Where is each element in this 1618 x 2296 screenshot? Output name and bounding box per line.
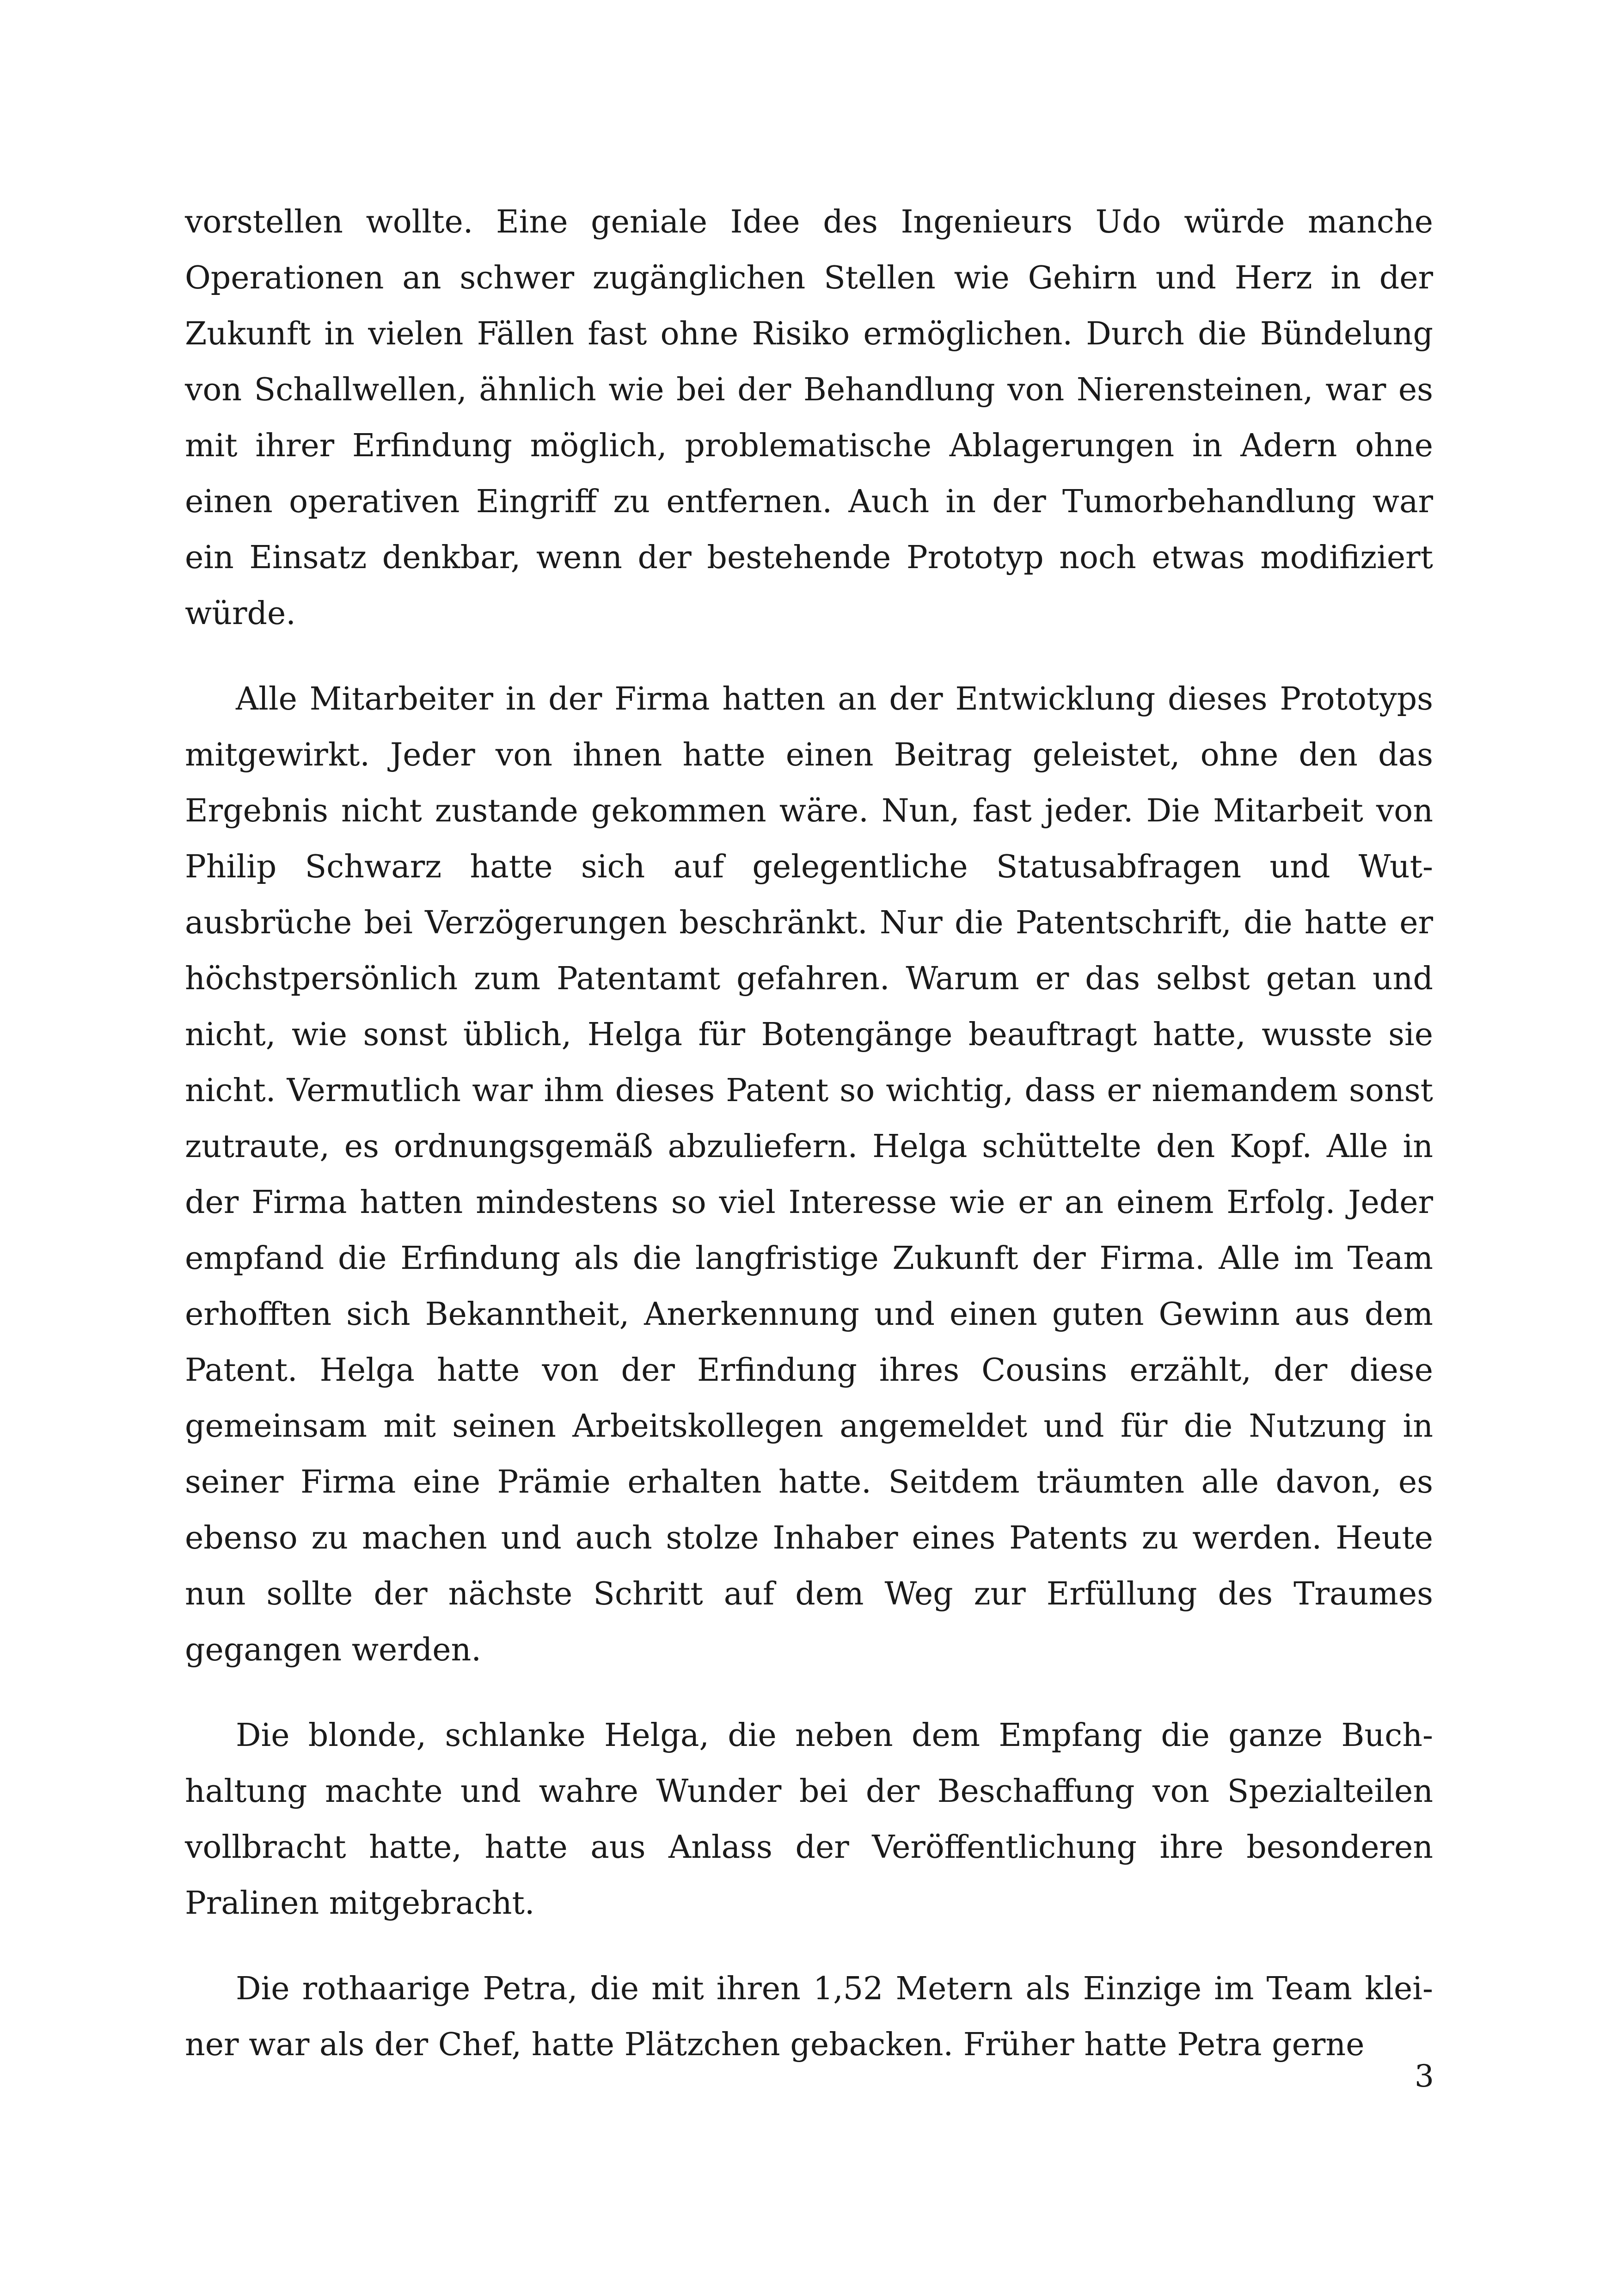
paragraph-2: Alle Mitarbeiter in der Firma hatten an der Entwicklung dieses Prototyps mitgewirkt. Jeder von ihnen hatte einen Beitrag geleistet, ohne den das Ergebnis nicht zustande gekommen wäre. Nun, fast jeder. Die Mitarbeit von Philip Schwarz hatte sich auf gelegentliche Statusabfragen und Wutausbrüche bei Verzögerungen beschränkt. Nur die Patentschrift, die hatte er höchstpersönlich zum Patentamt gefahren. Warum er das selbst getan und nicht, wie sonst üblich, Helga für Botengänge beauftragt hatte, wusste sie nicht. Vermutlich war ihm dieses Patent so wichtig, dass er niemandem sonst zutraute, es ordnungsgemäß abzuliefern. Helga schüttelte den Kopf. Alle in der Firma hatten mindestens so viel Interesse wie er an einem Erfolg. Jeder empfand die Erfindung als die langfristige Zukunft der Firma. Alle im Team erhofften sich Bekanntheit, Anerkennung und einen guten Gewinn aus dem Patent. Helga hatte von der Erfindung ihres Cousins erzählt, der diese gemeinsam mit seinen Arbeitskollegen angemeldet und für die Nutzung in seiner Firma eine Prämie erhalten hatte. Seitdem träumten alle davon, es ebenso zu machen und auch stolze Inhaber eines Patents zu werden. Heute nun sollte der nächste Schritt auf dem Weg zur Erfüllung des Traumes gegangen werden. bbox=[185, 681, 1433, 1668]
paragraph-4: Die rothaarige Petra, die mit ihren 1,52 Metern als Einzige im Team kleiner war als der Chef, hatte Plätzchen gebacken. Früher hatte Petra gerne bbox=[185, 1971, 1433, 2063]
paragraph-1: vorstellen wollte. Eine geniale Idee des Ingenieurs Udo würde manche Operationen an schwer zugänglichen Stellen wie Gehirn und Herz in der Zukunft in vielen Fällen fast ohne Risiko ermöglichen. Durch die Bündelung von Schallwellen, ähnlich wie bei der Behandlung von Nierensteinen, war es mit ihrer Erfindung möglich, problematische Ablagerungen in Adern ohne einen operativen Eingriff zu entfernen. Auch in der Tumorbehandlung war ein Einsatz denkbar, wenn der bestehende Prototyp noch etwas modifiziert würde. bbox=[185, 204, 1433, 632]
body-text bbox=[185, 194, 1433, 2073]
paragraph-3: Die blonde, schlanke Helga, die neben dem Empfang die ganze Buchhaltung machte und wahre Wunder bei der Beschaffung von Spezialteilen vollbracht hatte, hatte aus Anlass der Veröffentlichung ihre besonderen Pralinen mitgebracht. bbox=[185, 1717, 1433, 1922]
page-number: 3 bbox=[1415, 2058, 1434, 2094]
